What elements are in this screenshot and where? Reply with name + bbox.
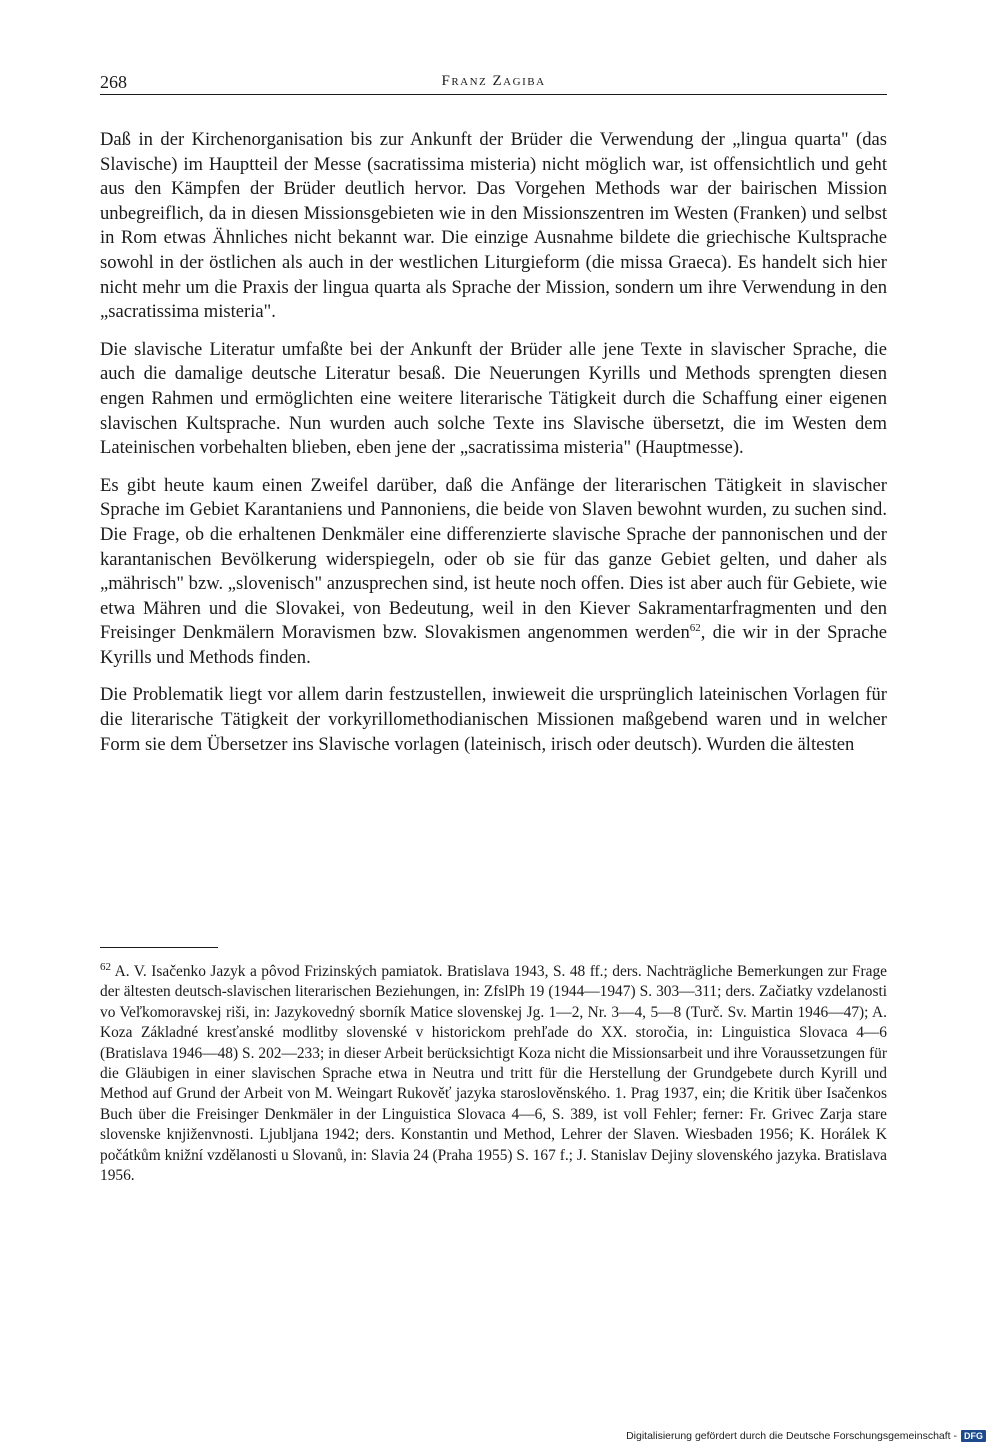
- footnote-marker: 62: [100, 960, 111, 973]
- paragraph-3-text: Es gibt heute kaum einen Zweifel darüber, daß die Anfänge der literarischen Tätigkeit in slavischer Sprache im Gebiet Karantaniens und Pannoniens, die beide von Slaven bewohnt wurden, zu suchen sind. Die Frage, ob die erhaltenen Denkmäler eine differenzierte slavische Sprache der pannonischen und der karantanischen Bevölkerung widerspiegeln, oder ob sie für das ganze Gebiet gelten, und daher als „mährisch" bzw. „slovenisch" anzusprechen sind, ist heute noch offen. Dies ist aber auch für Gebiete, wie etwa Mähren und die Slovakei, von Bedeutung, weil in den Kiever Sakramentarfragmenten und den Freisinger Denkmälern Moravismen bzw. Slovakismen angenommen werden: [100, 474, 887, 644]
- footnote-reference[interactable]: 62: [689, 622, 701, 635]
- digitization-credit: [626, 1430, 986, 1442]
- body-text: [100, 128, 887, 770]
- page-header: [100, 72, 887, 95]
- paragraph-4: Die Problematik liegt vor allem darin festzustellen, inwieweit die ursprünglich lateinischen Vorlagen für die literarische Tätigkeit der vorkyrillomethodianischen Missionen maßgebend waren und in welcher Form sie dem Übersetzer ins Slavische vorlagen (lateinisch, irisch oder deutsch). Wurden die ältesten: [100, 684, 887, 755]
- footnote-text: A. V. Isačenko Jazyk a pôvod Frizinských pamiatok. Bratislava 1943, S. 48 ff.; ders. Nachträgliche Bemerkungen zur Frage der ältesten deutsch-slavischen literarischen Beziehungen, in: ZfslPh 19 (1944—1947) S. 303—311; ders. Začiatky vzdelanosti vo Veľkomoravskej riši, in: Jazykovedný sborník Matice slovenskej Jg. 1—2, Nr. 3—4, 5—8 (Turč. Sv. Martin 1946—47); A. Koza Základné kresťanské modlitby slovenské v historickom prehľade do XX. storočia, in: Linguistica Slovaca 4—6 (Bratislava 1946—48) S. 202—233; in dieser Arbeit berücksichtigt Koza nicht die Missionsarbeit und ihre Voraussetzungen für die Gläubigen in einer slavischen Sprache etwa in Neutra und tritt für die Herstellung der Grundgebete durch Kyrill und Method auf Grund der Arbeit von M. Weingart Rukověť jazyka staroslověnského. 1. Prag 1937, ein; die Kritik über Isačenkos Buch über die Freisinger Denkmäler in der Linguistica Slovaca 4—6, S. 389, ist voll Fehler; ferner: Fr. Grivec Zarja stare slovenske knjiženvnosti. Ljubljana 1942; ders. Konstantin und Method, Lehrer der Slaven. Wiesbaden 1956; K. Horálek K počátkům knižní vzdělanosti u Slovanů, in: Slavia 24 (Praha 1955) S. 167 f.; J. Stanislav Dejiny slovenského jazyka. Bratislava 1956.: [100, 963, 888, 1185]
- paragraph-1: Daß in der Kirchenorganisation bis zur Ankunft der Brüder die Verwendung der „lingua quarta" (das Slavische) im Hauptteil der Messe (sacratissima misteria) nicht möglich war, ist offensichtlich und geht aus den Kämpfen der Brüder deutlich hervor. Das Vorgehen Methods war der bairischen Mission unbegreiflich, da in diesen Missionsgebieten wie in den Missionszentren im Westen (Franken) und selbst in Rom etwas Ähnliches nicht bekannt war. Die einzige Ausnahme bildete die griechische Kultsprache sowohl in der östlichen als auch in der westlichen Liturgieform (die missa Graeca). Es handelt sich hier nicht mehr um die Praxis der lingua quarta als Sprache der Mission, sondern um ihre Verwendung in den „sacratissima misteria".: [100, 129, 887, 323]
- footnote-62: [100, 962, 887, 1186]
- paragraph-3: [100, 474, 887, 671]
- page-number: 268: [100, 72, 127, 92]
- dfg-logo-icon: DFG: [961, 1430, 986, 1442]
- running-head: Franz Zagiba: [441, 73, 546, 89]
- paragraph-2: Die slavische Literatur umfaßte bei der Ankunft der Brüder alle jene Texte in slavischer Sprache, die auch die damalige deutsche Literatur besaß. Die Neuerungen Kyrills und Methods sprengten diesen engen Rahmen und ermöglichten eine weitere literarische Tätigkeit durch die Schaffung einer eigenen slavischen Kultsprache. Nun wurden auch solche Texte ins Slavische übersetzt, die im Westen dem Lateinischen vorbehalten blieben, eben jene der „sacratissima misteria" (Hauptmesse).: [100, 338, 887, 459]
- footnote-divider: [100, 947, 218, 948]
- credit-text: Digitalisierung gefördert durch die Deutsche Forschungsgemeinschaft -: [626, 1430, 957, 1442]
- paragraph-3-tail: , die wir in der Sprache Kyrills und Methods finden.: [100, 622, 887, 668]
